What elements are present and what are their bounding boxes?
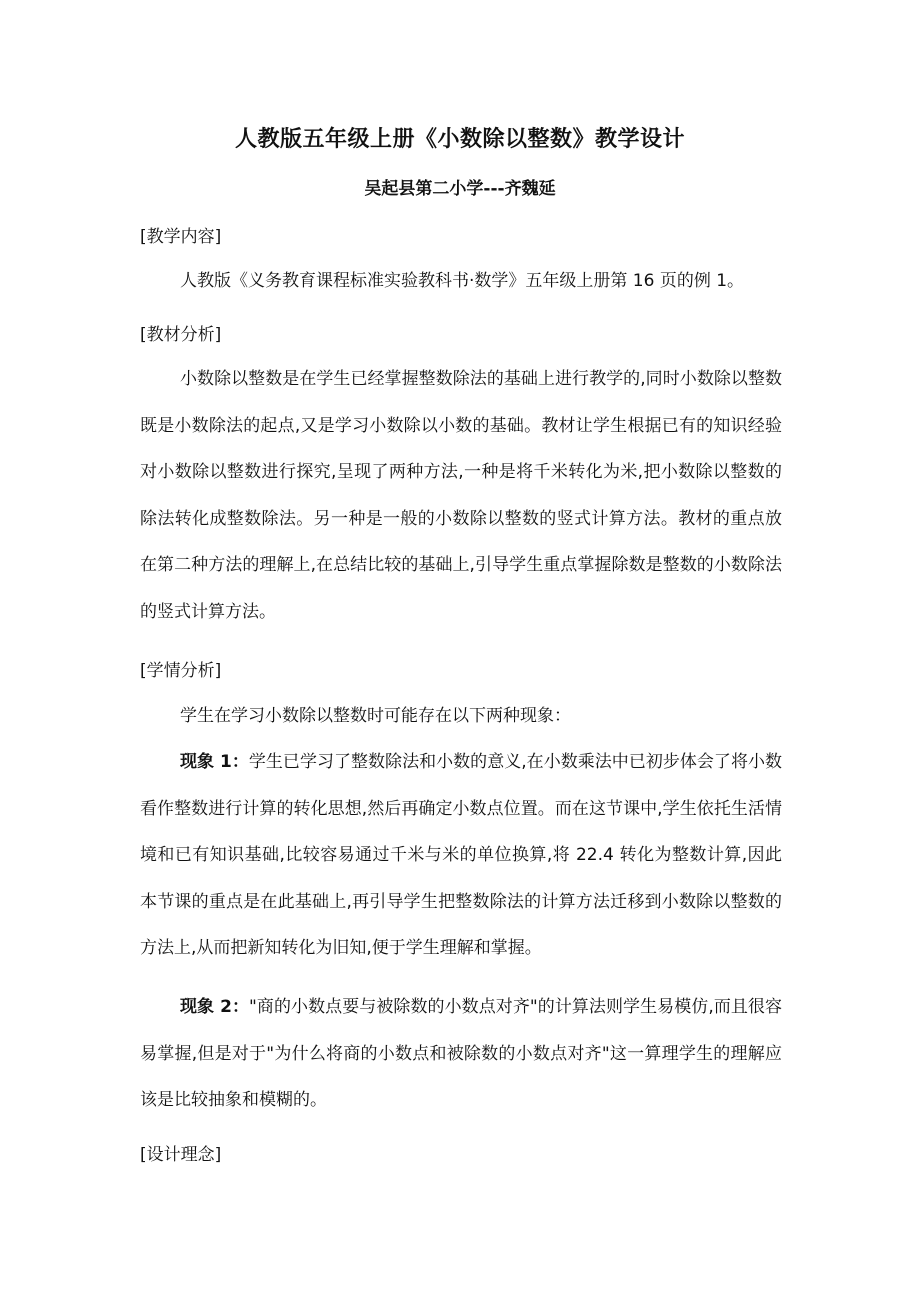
document-author: 吴起县第二小学---齐魏延 bbox=[364, 179, 556, 199]
paragraph-text: 小数除以整数是在学生已经掌握整数除法的基础上进行教学的,同时小数除以整数既是小数除法的起点,又是学习小数除以小数的基础。教材让学生根据已有的知识经验对小数除以整数进行探究,呈现了两种方法,一种是将千米转化为米,把小数除以整数的除法转化成整数除法。另一种是一般的小数除以整数的竖式计算方法。教材的重点放在第二种方法的理解上,在总结比较的基础上,引导学生重点掌握除数是整数的小数除法的竖式计算方法。 bbox=[140, 369, 782, 622]
phenomenon-2-label: 现象 2： bbox=[180, 997, 250, 1017]
section-heading-design-concept: [设计理念] bbox=[140, 1145, 222, 1165]
phenomenon-1-label: 现象 1： bbox=[180, 752, 249, 772]
section-heading-textbook-analysis: [教材分析] bbox=[140, 325, 222, 345]
paragraph-phenomenon-2 bbox=[140, 984, 782, 1124]
paragraph-text: "商的小数点要与被除数的小数点对齐"的计算法则学生易模仿,而且很容易掌握,但是对于"为什么将商的小数点和被除数的小数点对齐"这一算理学生的理解应该是比较抽象和模糊的。 bbox=[140, 997, 782, 1110]
section-heading-teaching-content: [教学内容] bbox=[140, 227, 222, 247]
paragraph-text: 学生在学习小数除以整数时可能存在以下两种现象： bbox=[180, 706, 571, 726]
paragraph-text: 人教版《义务教育课程标准实验教科书·数学》五年级上册第 16 页的例 1。 bbox=[180, 271, 745, 291]
paragraph-text: 学生已学习了整数除法和小数的意义,在小数乘法中已初步体会了将小数看作整数进行计算的转化思想,然后再确定小数点位置。而在这节课中,学生依托生活情境和已有知识基础,比较容易通过千米与米的单位换算,将 22.4 转化为整数计算,因此本节课的重点是在此基础上,再引导学生把整数除法的计算方法迁移到小数除以整数的方法上,从而把新知转化为旧知,便于学生理解和掌握。 bbox=[140, 752, 783, 958]
paragraph-learner-intro bbox=[140, 693, 782, 740]
document-title: 人教版五年级上册《小数除以整数》教学设计 bbox=[234, 127, 685, 152]
paragraph-teaching-content bbox=[140, 258, 782, 305]
paragraph-textbook-analysis bbox=[140, 356, 782, 635]
paragraph-phenomenon-1 bbox=[140, 739, 782, 972]
section-heading-learner-analysis: [学情分析] bbox=[140, 661, 222, 681]
